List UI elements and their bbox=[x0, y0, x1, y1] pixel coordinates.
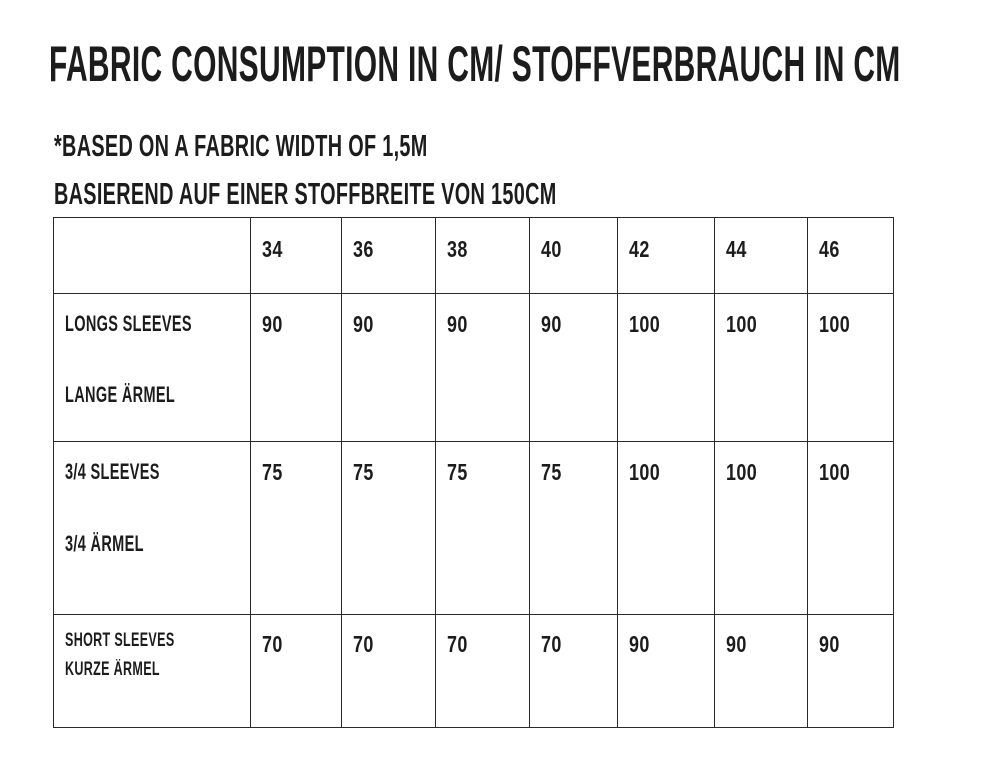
size-header-cell bbox=[715, 218, 808, 294]
value-cell bbox=[251, 615, 342, 728]
table-row bbox=[54, 615, 894, 728]
size-header-cell bbox=[251, 218, 342, 294]
row-label-de: KURZE ÄRMEL bbox=[65, 659, 160, 680]
size-label: 44 bbox=[726, 236, 747, 262]
value-cell bbox=[342, 294, 436, 442]
value-text: 100 bbox=[629, 459, 661, 485]
size-header-cell bbox=[530, 218, 618, 294]
value-text: 100 bbox=[629, 311, 661, 337]
row-label-cell bbox=[54, 294, 251, 442]
subtitle-german: BASIEREND AUF EINER STOFFBREITE VON 150CM bbox=[54, 176, 557, 211]
value-cell bbox=[436, 294, 530, 442]
value-cell bbox=[618, 294, 715, 442]
size-header-cell bbox=[342, 218, 436, 294]
value-cell bbox=[715, 442, 808, 615]
size-label: 40 bbox=[541, 236, 562, 262]
value-text: 90 bbox=[819, 631, 840, 657]
value-cell bbox=[715, 615, 808, 728]
value-cell bbox=[342, 615, 436, 728]
value-cell bbox=[530, 442, 618, 615]
value-text: 90 bbox=[353, 311, 374, 337]
size-label: 42 bbox=[629, 236, 650, 262]
corner-cell bbox=[54, 218, 251, 294]
row-label-de: 3/4 ÄRMEL bbox=[65, 531, 144, 556]
value-text: 75 bbox=[262, 459, 283, 485]
fabric-consumption-table bbox=[53, 217, 894, 728]
size-header-cell bbox=[436, 218, 530, 294]
value-cell bbox=[618, 442, 715, 615]
value-text: 100 bbox=[819, 311, 851, 337]
value-text: 70 bbox=[353, 631, 374, 657]
table-row bbox=[54, 442, 894, 615]
value-text: 90 bbox=[726, 631, 747, 657]
value-cell bbox=[251, 442, 342, 615]
value-text: 70 bbox=[541, 631, 562, 657]
row-label-cell bbox=[54, 442, 251, 615]
size-label: 38 bbox=[447, 236, 468, 262]
size-header-cell bbox=[618, 218, 715, 294]
value-text: 70 bbox=[262, 631, 283, 657]
row-label-cell bbox=[54, 615, 251, 728]
value-cell bbox=[808, 615, 894, 728]
value-cell bbox=[808, 442, 894, 615]
row-label-en: LONGS SLEEVES bbox=[65, 311, 192, 336]
size-label: 46 bbox=[819, 236, 840, 262]
subtitle-english: *BASED ON A FABRIC WIDTH OF 1,5M bbox=[54, 128, 428, 163]
value-text: 75 bbox=[447, 459, 468, 485]
value-text: 90 bbox=[629, 631, 650, 657]
value-text: 75 bbox=[541, 459, 562, 485]
row-label-de: LANGE ÄRMEL bbox=[65, 382, 176, 407]
value-cell bbox=[436, 442, 530, 615]
value-cell bbox=[530, 615, 618, 728]
value-text: 100 bbox=[819, 459, 851, 485]
header-row bbox=[54, 218, 894, 294]
value-text: 70 bbox=[447, 631, 468, 657]
row-label-en: SHORT SLEEVES bbox=[65, 630, 175, 651]
table-row bbox=[54, 294, 894, 442]
value-text: 100 bbox=[726, 311, 758, 337]
value-text: 90 bbox=[262, 311, 283, 337]
size-header-cell bbox=[808, 218, 894, 294]
row-label-en: 3/4 SLEEVES bbox=[65, 459, 160, 484]
value-text: 90 bbox=[541, 311, 562, 337]
size-label: 36 bbox=[353, 236, 374, 262]
value-cell bbox=[808, 294, 894, 442]
value-cell bbox=[251, 294, 342, 442]
value-text: 75 bbox=[353, 459, 374, 485]
value-cell bbox=[530, 294, 618, 442]
page-title: FABRIC CONSUMPTION IN CM/ STOFFVERBRAUCH IN CM bbox=[49, 36, 901, 92]
value-text: 100 bbox=[726, 459, 758, 485]
value-cell bbox=[715, 294, 808, 442]
value-cell bbox=[436, 615, 530, 728]
value-cell bbox=[342, 442, 436, 615]
value-text: 90 bbox=[447, 311, 468, 337]
size-label: 34 bbox=[262, 236, 283, 262]
value-cell bbox=[618, 615, 715, 728]
